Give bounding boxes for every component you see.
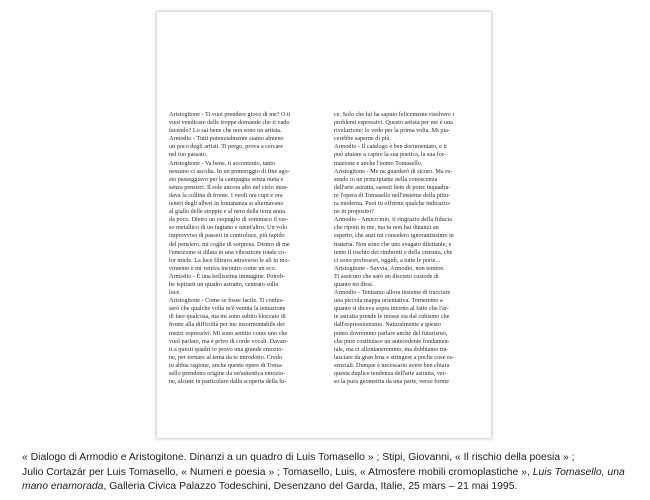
caption-italic-title: Luis Tomasello, una mano enamorada: [22, 466, 625, 492]
left-text-column: [169, 111, 313, 386]
document-page: [157, 12, 491, 438]
caption-part-2: Julio Cortazár per Luis Tomasello, « Numeri e poesia » ; Tomasello, Luis, « Atmosfere mobili cromoplastiche »,: [22, 466, 533, 478]
right-column-text: ce. Solo che lui ha saputo felicemente risolvere i problemi espressivi. Questo artista per me è una rivelazione; lo vedo per la prima volta. Mi pia- cerebbe saperne di più. Armodio - Il catalogo è ben documentato, e ti può aiutare a capire la sua poetica, la sua for- mazione e anche l'uomo Tomasello. Aristogitone - Me ne guarderò di sicuro. Ma es- sendo io un principiante nella conoscenza dell'arte astratta, saresti lieto di poter inquadra- re l'opera di Tomasello nell'insieme della pittu- ra moderna. Puoi tu offrirmi qualche indicazio- ne in proposito? Armodio - Amico mio, ti ringrazio della fiducia che riponi in me, ma tu non hai dinanzi un esperto, che anzi mi considero ignorantissimo in materia. Non sono che uno svagato dilettante, e temo il rischio dei rimbrotti e della censura, che ci sono professori, oggidì, a tutte le porte... Aristogitone - Suvvia, Armodio, non temere. Ti assicuro che sarò un discreto custode di quanto mi dirai. Armodio - Tentiamo allora insieme di tracciare una piccola mappa orientativa. Torneremo a quanto si diceva sopra intorno al fatto che l'ar- te astratta prende le mosse sia dal cubismo che dall'espressionismo. Naturalmente a questo punto dovremmo parlare anche del futurismo, che pure costituisce un antecedente fondamen- tale, ma ci allontaneremmo, ma dobbiamo tra- lasciare da gran lena e stringere a poche cose es- senziali. Dunque è necessario avere ben chiara questa duplice tendenza dell'arte astratta, ver- so la pura geometria da una parte, verso forme: [334, 111, 455, 386]
image-caption: [22, 451, 637, 495]
left-column-text: Aristogitone - Ti vuoi prendere gioco di me? O ti vuoi vendicare delle troppe domande che ti vado facendo? Lo sai bene che non sono un artista. Armodio - Tutti potenzialmente siamo almeno un poco degli artisti. Ti prego, prova a cercare nel tuo passato. Aristogitone - Va bene, ti accontento, tanto nessuno ci ascolta. In un pomeriggio di fine ago- sto passeggiavo per la campagna senza meta e senza pensieri. Il sole ancora alto nel cielo inon- dava la collina di fronte. I verdi ora cupi e ora teneri degli alberi in lontananza si alternavano al giallo delle stoppie e al nero della terra arata da poco. Dietro un cespuglio di sommaco il ver- so metallico di un fagiano e nient'altro. Un volo improvviso di passeri in controluce, più rapido del pensiero, mi coglie di sorpresa. Dentro di me l'emozione si dilata in una vibrazione totale co- lor miele. La luce filtrava attraverso le ali in mo- vimento e mi veniva incontro come un eco. Armodio - È una bellissima immagine. Potreb- be ispirarti un quadro astratto, centrato sulla luce. Aristogitone - Come se fosse facile. Ti confes- serò che qualche volta m'è venuta la tentazione di fare qualcosa, ma mi sono subito bloccato di fronte alla difficoltà per me insormontabile dei mezzi espressivi. Mi sono sentito come uno che vuol parlare, ma è privo di corde vocali. Davan- ti a questi quadri io provo una grande emozio- ne, per tornare al tema da te introdotto. Credo tu abbia ragione, anche queste opere di Toma- sello prendono origine da un'autentica emozio- ne, alcune in particolare dalla scoperta della lu-: [169, 111, 291, 386]
caption-part-1: « Dialogo di Armodio e Aristogitone. Dinanzi a un quadro di Luis Tomasello » ; Stipi, Giovanni, « Il rischio della poesia » ;: [22, 452, 575, 463]
caption-part-3: , Galleria Civica Palazzo Todeschini, Desenzano del Garda, Italie, 25 mars – 21 mai 1995.: [103, 481, 518, 492]
right-text-column: [334, 111, 478, 386]
